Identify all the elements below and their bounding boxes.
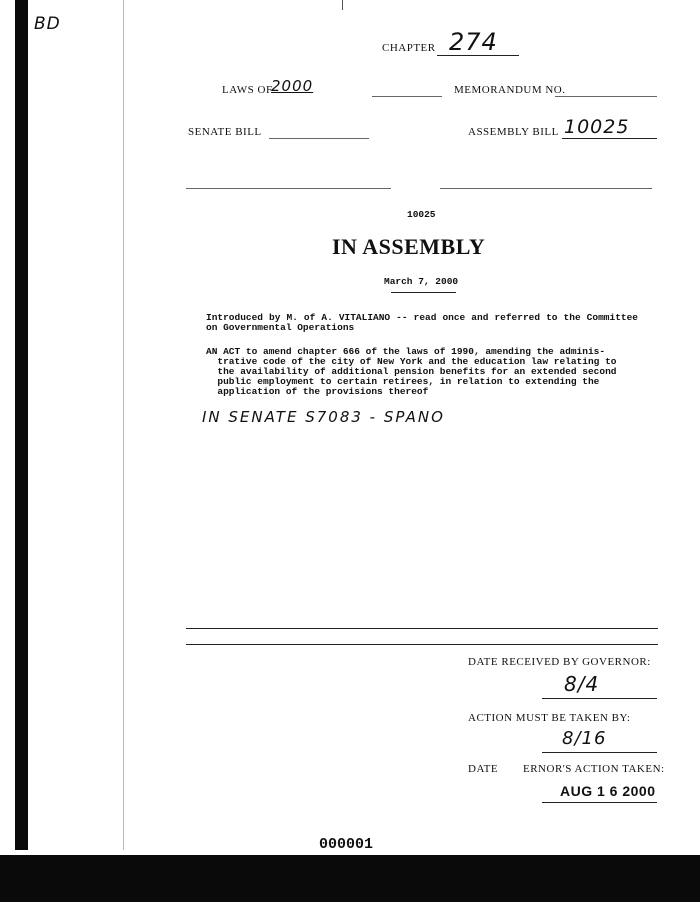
margin-line xyxy=(123,0,124,850)
bill-date: March 7, 2000 xyxy=(384,276,459,287)
action-by-label: ACTION MUST BE TAKEN BY: xyxy=(468,712,631,724)
action-by-value: 8/16 xyxy=(562,728,607,749)
scan-edge-left xyxy=(15,0,28,850)
senate-note: IN SENATE S7083 - SPANO xyxy=(202,408,445,426)
bottom-rule-1 xyxy=(186,628,658,629)
memorandum-label: MEMORANDUM NO. xyxy=(454,84,566,96)
chapter-label: CHAPTER xyxy=(382,42,436,54)
senate-bill-line xyxy=(269,138,369,139)
assembly-bill-label: ASSEMBLY BILL xyxy=(468,126,559,138)
laws-label: LAWS OF xyxy=(222,84,273,96)
act-line: the availability of additional pension benefits for an extended second xyxy=(206,366,617,377)
date-received-label: DATE RECEIVED BY GOVERNOR: xyxy=(468,656,651,668)
bottom-rule-2 xyxy=(186,644,658,645)
divider-right xyxy=(440,188,652,189)
laws-blank-line xyxy=(372,96,442,97)
chapter-field xyxy=(437,30,519,56)
memorandum-line xyxy=(555,96,657,97)
act-line: AN ACT to amend chapter 666 of the laws of 1990, amending the adminis- xyxy=(206,346,606,357)
laws-value: 2000 xyxy=(271,77,314,95)
action-taken-line xyxy=(542,802,657,803)
date-received-field xyxy=(542,672,657,699)
date-underline xyxy=(391,292,456,293)
corner-note: BD xyxy=(34,14,61,34)
act-text xyxy=(206,347,646,397)
scan-edge-bottom xyxy=(0,855,700,902)
action-taken-label-left: DATE xyxy=(468,763,499,775)
act-line: application of the provisions thereof xyxy=(206,386,429,397)
action-by-field xyxy=(542,728,657,753)
assembly-bill-field xyxy=(562,116,657,139)
act-line: trative code of the city of New York and the education law relating to xyxy=(206,356,617,367)
assembly-bill-value: 10025 xyxy=(564,116,630,138)
chapter-value: 274 xyxy=(449,28,498,56)
bill-title: IN ASSEMBLY xyxy=(332,234,486,259)
top-tick xyxy=(342,0,343,10)
page-number: 000001 xyxy=(319,836,374,853)
senate-bill-label: SENATE BILL xyxy=(188,126,262,138)
bill-number: 10025 xyxy=(407,209,436,220)
act-line: public employment to certain retirees, in relation to extending the xyxy=(206,376,600,387)
received-stamp: AUG 1 6 2000 xyxy=(560,783,656,799)
action-taken-label-right: ERNOR'S ACTION TAKEN: xyxy=(523,763,665,775)
divider-left xyxy=(186,188,391,189)
introduced-text: Introduced by M. of A. VITALIANO -- read once and referred to the Committee on Governmental Operations xyxy=(206,312,638,333)
date-received-value: 8/4 xyxy=(564,672,600,696)
